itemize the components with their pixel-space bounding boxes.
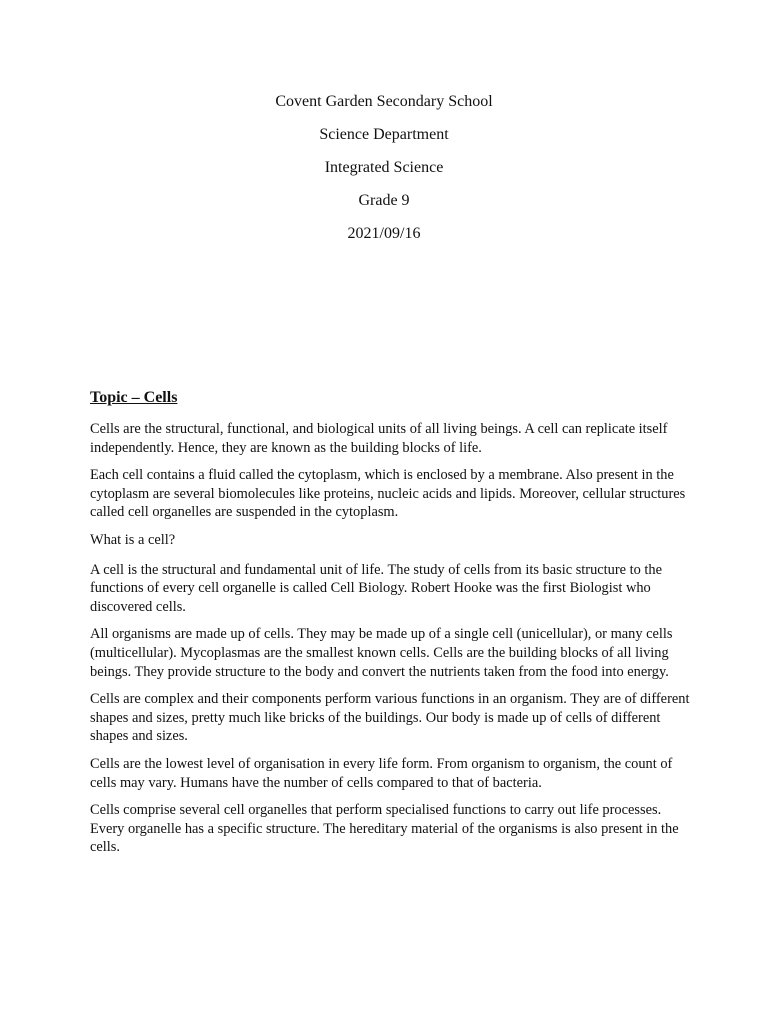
- body-text: [90, 420, 690, 866]
- paragraph: Cells are the structural, functional, and biological units of all living beings. A cell can replicate itself independently. Hence, they are known as the building blocks of life.: [90, 421, 668, 456]
- paragraph: All organisms are made up of cells. They may be made up of a single cell (unicellular), or many cells (multicellular). Mycoplasmas are the smallest known cells. Cells are the building blocks of all living beings. They provide structure to the body and convert the nutrients taken from the food into energy.: [90, 626, 673, 680]
- paragraph: A cell is the structural and fundamental unit of life. The study of cells from its basic structure to the functions of every cell organelle is called Cell Biology. Robert Hooke was the first Biologist who discovered cells.: [90, 561, 663, 615]
- document-date: 2021/09/16: [347, 225, 421, 242]
- school-name: Covent Garden Secondary School: [275, 93, 493, 110]
- topic-heading: Topic – Cells: [90, 389, 178, 406]
- department-name: Science Department: [319, 126, 449, 143]
- paragraph: Cells are the lowest level of organisation in every life form. From organism to organism, the count of cells may vary. Humans have the number of cells compared to that of bacteria.: [90, 755, 673, 791]
- subject-name: Integrated Science: [324, 159, 444, 176]
- question-line: What is a cell?: [90, 531, 176, 548]
- document-header: [0, 92, 768, 257]
- paragraph: Cells comprise several cell organelles that perform specialised functions to carry out life processes. Every organelle has a specific structure. The hereditary material of the organisms is also present in the cells.: [90, 802, 679, 856]
- grade-label: Grade 9: [358, 192, 410, 209]
- paragraph: Cells are complex and their components perform various functions in an organism. They are of different shapes and sizes, pretty much like bricks of the buildings. Our body is made up of cells of different shapes and sizes.: [90, 691, 690, 745]
- paragraph: Each cell contains a fluid called the cytoplasm, which is enclosed by a membrane. Also present in the cytoplasm are several biomolecules like proteins, nucleic acids and lipids. Moreover, cellular structures called cell organelles are suspended in the cytoplasm.: [90, 467, 686, 521]
